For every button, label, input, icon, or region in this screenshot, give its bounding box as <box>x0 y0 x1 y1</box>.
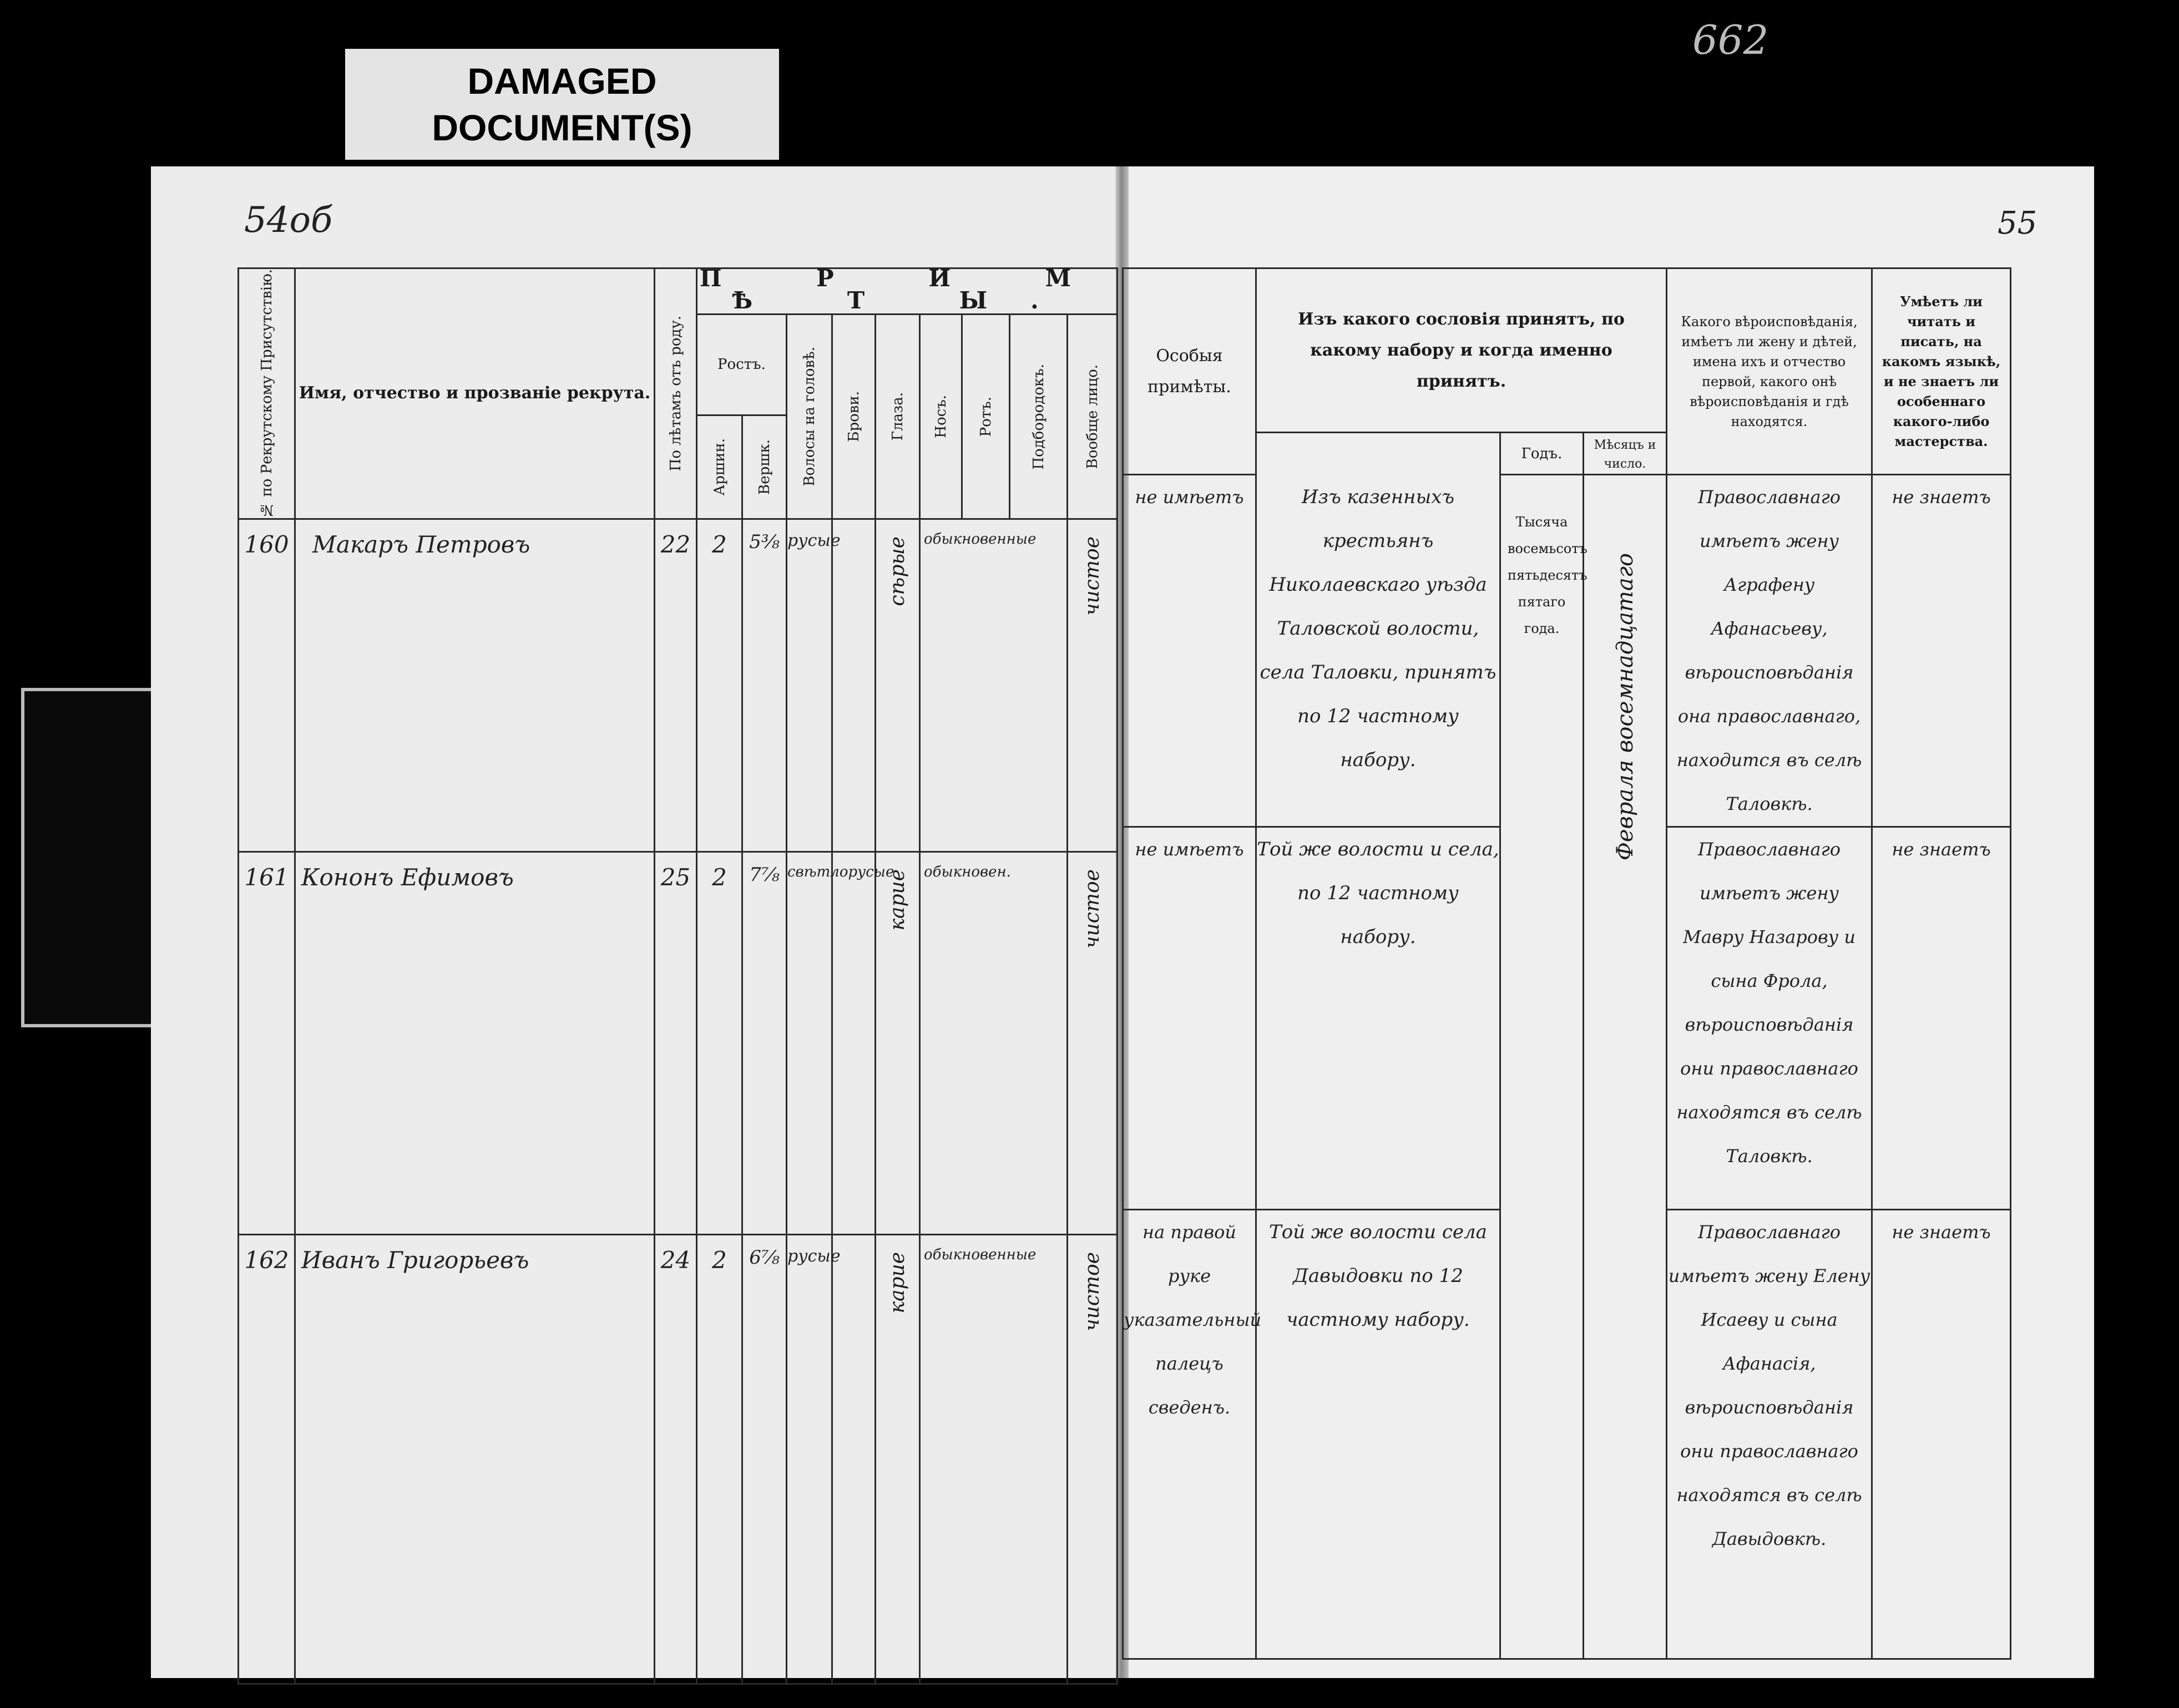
header-hair: Волосы на головѣ. <box>787 315 832 519</box>
header-brows: Брови. <box>832 315 876 519</box>
recruit-face: чистое <box>1068 1234 1118 1684</box>
recruit-brows <box>832 519 876 852</box>
recruit-number: 162 <box>239 1234 295 1684</box>
recruit-religion: Православнаго имѣетъ жену Мавру Назарову и сына Фрола, вѣроисповѣданія они православнаго находятся въ селѣ Таловкѣ. <box>1667 827 1872 1210</box>
recruit-number: 161 <box>239 852 295 1234</box>
recruit-literacy: не знаетъ <box>1872 827 2011 1210</box>
header-age: По лѣтамъ отъ роду. <box>655 268 697 519</box>
header-mouth: Ротъ. <box>962 315 1010 519</box>
recruit-face: чистое <box>1068 852 1118 1234</box>
archive-number: 662 <box>1692 17 1769 63</box>
recruit-hair: свѣтлорусые <box>787 852 832 1234</box>
table-row <box>1123 475 2011 827</box>
left-page-number: 54об <box>244 200 333 241</box>
month-cell: Февраля восемнадцатаго <box>1584 475 1667 1659</box>
table-row <box>239 519 1118 852</box>
table-row <box>239 1234 1118 1684</box>
recruit-age: 25 <box>655 852 697 1234</box>
recruit-name: Иванъ Григорьевъ <box>295 1234 655 1684</box>
recruit-estate: Той же волости и села, по 12 частному набору. <box>1256 827 1500 1210</box>
recruit-arsh: 2 <box>697 1234 742 1684</box>
recruit-religion: Православнаго имѣетъ жену Елену Исаеву и сына Афанасія, вѣроисповѣданія они православнаго находятся въ селѣ Давыдовкѣ. <box>1667 1210 1872 1659</box>
right-register-table <box>1122 267 2011 1660</box>
header-nose: Носъ. <box>920 315 962 519</box>
year-cell: Тысяча восемьсотъ пятьдесятъ пятаго года. <box>1500 475 1584 1659</box>
recruit-religion: Православнаго имѣетъ жену Аграфену Афанасьеву, вѣроисповѣданія она православнаго, находится въ селѣ Таловкѣ. <box>1667 475 1872 827</box>
header-rost: Ростъ. <box>697 315 787 415</box>
recruit-brows <box>832 852 876 1234</box>
recruit-estate: Той же волости села Давыдовки по 12 частному набору. <box>1256 1210 1500 1659</box>
recruit-nose: обыкновен. <box>920 852 1068 1234</box>
header-versh: Вершк. <box>742 415 787 519</box>
header-religion: Какого вѣроисповѣданія, имѣетъ ли жену и дѣтей, имена ихъ и отчество первой, какого онѣ вѣроисповѣданія и гдѣ находятся. <box>1667 268 1872 475</box>
table-row <box>239 852 1118 1234</box>
header-eyes: Глаза. <box>876 315 920 519</box>
recruit-number: 160 <box>239 519 295 852</box>
recruit-face: чистое <box>1068 519 1118 852</box>
recruit-eyes: сѣрые <box>876 519 920 852</box>
recruit-estate: Изъ казенныхъ крестьянъ Николаевскаго уѣзда Таловской волости, села Таловки, принятъ по 12 частному набору. <box>1256 475 1500 827</box>
recruit-versh: 6⅞ <box>742 1234 787 1684</box>
recruit-brows <box>832 1234 876 1684</box>
header-month: Мѣсяцъ и число. <box>1584 433 1667 475</box>
recruit-eyes: карие <box>876 1234 920 1684</box>
header-special: Особыя примѣты. <box>1123 268 1256 475</box>
label-line-1: DAMAGED <box>467 60 657 102</box>
recruit-arsh: 2 <box>697 852 742 1234</box>
recruit-age: 22 <box>655 519 697 852</box>
header-chin: Подбородокъ. <box>1010 315 1068 519</box>
recruit-age: 24 <box>655 1234 697 1684</box>
recruit-arsh: 2 <box>697 519 742 852</box>
header-primety: П Р И М Ѣ Т Ы. <box>697 268 1118 315</box>
recruit-versh: 7⅞ <box>742 852 787 1234</box>
left-register-table <box>237 267 1118 1685</box>
header-number: № по Рекрутскому Присутствію. <box>239 268 295 519</box>
recruit-name: Кононъ Ефимовъ <box>295 852 655 1234</box>
recruit-hair: русые <box>787 1234 832 1684</box>
label-line-2: DOCUMENT(S) <box>432 107 692 148</box>
right-page-number: 55 <box>1998 205 2038 241</box>
header-name: Имя, отчество и прозваніе рекрута. <box>295 268 655 519</box>
recruit-hair: русые <box>787 519 832 852</box>
recruit-versh: 5⅜ <box>742 519 787 852</box>
recruit-special: на правой руке указательный палецъ сведенъ. <box>1123 1210 1256 1659</box>
damaged-document-label <box>345 49 779 160</box>
estate-subheader-blank <box>1256 433 1500 475</box>
recruit-special: не имѣетъ <box>1123 475 1256 827</box>
recruit-nose: обыкновенные <box>920 1234 1068 1684</box>
header-arsh: Аршин. <box>697 415 742 519</box>
recruit-eyes: карие <box>876 852 920 1234</box>
recruit-nose: обыкновенные <box>920 519 1068 852</box>
recruit-literacy: не знаетъ <box>1872 475 2011 827</box>
header-literacy: Умѣетъ ли читать и писать, на какомъ языкѣ, и не знаетъ ли особеннаго какого-либо мастерства. <box>1872 268 2011 475</box>
recruit-literacy: не знаетъ <box>1872 1210 2011 1659</box>
header-year: Годъ. <box>1500 433 1584 475</box>
header-face: Вообще лицо. <box>1068 315 1118 519</box>
recruit-special: не имѣетъ <box>1123 827 1256 1210</box>
recruit-name: Макаръ Петровъ <box>295 519 655 852</box>
header-estate: Изъ какого сословія принятъ, по какому набору и когда именно принятъ. <box>1256 268 1667 433</box>
